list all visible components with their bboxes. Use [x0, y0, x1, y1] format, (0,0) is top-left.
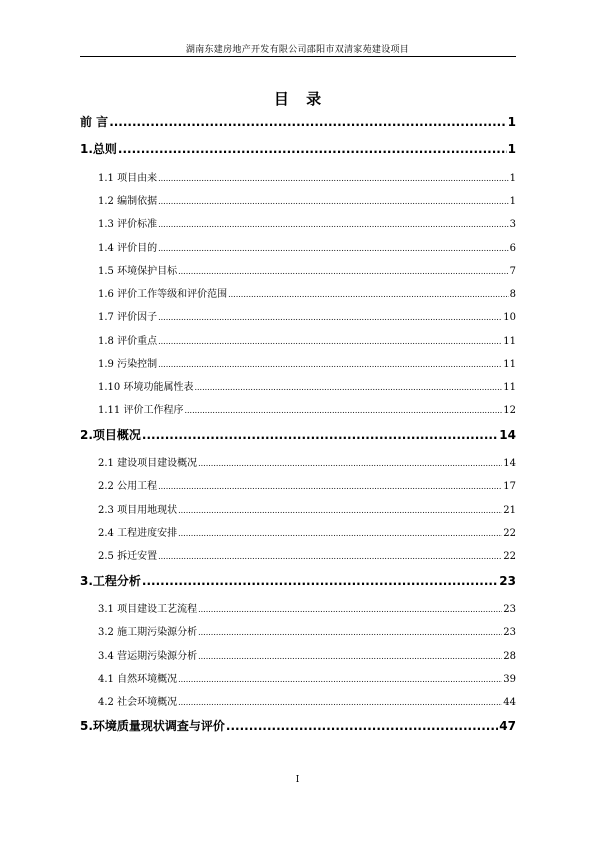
toc-entry[interactable]	[80, 477, 516, 492]
toc-entry-page: 12	[503, 405, 516, 416]
toc-entry-page: 6	[509, 243, 516, 254]
toc-entry-label: 1.总则	[80, 142, 117, 156]
toc-entry[interactable]	[80, 285, 516, 300]
toc-entry-page: 8	[509, 289, 516, 300]
toc-entry-page: 1	[507, 115, 516, 129]
toc-entry-label: 2.1 建设项目建设概况	[98, 458, 198, 469]
toc-leader-dots	[198, 605, 502, 614]
toc-entry-page: 11	[503, 336, 516, 347]
toc-entry-page: 10	[503, 312, 516, 323]
toc-entry-page: 14	[499, 428, 516, 442]
toc-entry-page: 22	[503, 551, 516, 562]
toc-entry[interactable]	[80, 355, 516, 370]
toc-entry-label: 1.2 编制依据	[98, 196, 158, 207]
toc-leader-dots	[158, 360, 502, 369]
toc-entry[interactable]	[80, 332, 516, 347]
toc-entry-page: 22	[503, 528, 516, 539]
toc-entry-label: 1.4 评价目的	[98, 243, 158, 254]
toc-entry-page: 11	[503, 359, 516, 370]
toc-entry-page: 1	[509, 173, 516, 184]
toc-entry-label: 4.1 自然环境概况	[98, 674, 178, 685]
toc-entry-label: 2.5 拆迁安置	[98, 551, 158, 562]
toc-entry[interactable]	[80, 239, 516, 254]
toc-leader-dots	[194, 383, 502, 392]
toc-entry-label: 2.项目概况	[80, 428, 141, 442]
toc-entry-page: 17	[503, 481, 516, 492]
toc-entry-page: 21	[503, 505, 516, 516]
toc-entry-page: 1	[507, 142, 516, 156]
toc-leader-dots	[178, 698, 502, 707]
toc-entry[interactable]	[80, 192, 516, 207]
toc-leader-dots	[184, 406, 502, 415]
toc-entry-page: 1	[509, 196, 516, 207]
toc-entry-page: 14	[503, 458, 516, 469]
toc-leader-dots	[158, 313, 502, 322]
toc-leader-dots	[158, 482, 502, 491]
toc-leader-dots	[158, 174, 509, 183]
toc-entry[interactable]	[80, 670, 516, 685]
toc-entry-label: 1.1 项目由来	[98, 173, 158, 184]
toc-entry-label: 1.9 污染控制	[98, 359, 158, 370]
toc-leader-dots	[178, 506, 502, 515]
toc-entry-label: 1.7 评价因子	[98, 312, 158, 323]
toc-entry[interactable]	[80, 215, 516, 230]
toc-entry-page: 3	[509, 219, 516, 230]
header-rule	[80, 56, 516, 57]
toc-entry[interactable]	[80, 693, 516, 708]
toc-entry[interactable]	[80, 524, 516, 539]
toc-leader-dots	[198, 459, 502, 468]
toc-entry[interactable]	[80, 547, 516, 562]
page-number: I	[295, 775, 300, 785]
toc-entry[interactable]	[80, 647, 516, 662]
toc-leader-dots	[142, 428, 498, 442]
toc-entry[interactable]	[80, 717, 516, 734]
toc-leader-dots	[226, 719, 498, 733]
toc-entry-label: 3.工程分析	[80, 574, 141, 588]
toc-entry-label: 5.环境质量现状调查与评价	[80, 719, 225, 733]
toc-entry[interactable]	[80, 308, 516, 323]
toc-entry-label: 2.4 工程进度安排	[98, 528, 178, 539]
toc-leader-dots	[178, 529, 502, 538]
toc-entry-label: 2.2 公用工程	[98, 481, 158, 492]
toc-leader-dots	[158, 552, 502, 561]
toc-entry[interactable]	[80, 454, 516, 469]
toc-entry[interactable]	[80, 378, 516, 393]
toc-entry-label: 1.5 环境保护目标	[98, 266, 178, 277]
toc-entry-page: 23	[499, 574, 516, 588]
toc-entry[interactable]	[80, 401, 516, 416]
toc-entry-page: 39	[503, 674, 516, 685]
toc-entry[interactable]	[80, 426, 516, 443]
toc-leader-dots	[178, 267, 509, 276]
toc-title: 目 录	[273, 90, 322, 108]
toc-entry-label: 1.3 评价标准	[98, 219, 158, 230]
toc-entry[interactable]	[80, 501, 516, 516]
toc-entry-label: 1.10 环境功能属性表	[98, 382, 194, 393]
toc-entry[interactable]	[80, 600, 516, 615]
toc-leader-dots	[158, 220, 509, 229]
toc-entry-label: 1.11 评价工作程序	[98, 405, 184, 416]
toc-entry-label: 1.8 评价重点	[98, 336, 158, 347]
toc-leader-dots	[158, 197, 509, 206]
toc-leader-dots	[198, 628, 502, 637]
toc-leader-dots	[178, 675, 502, 684]
toc-leader-dots	[198, 652, 502, 661]
toc-entry-label: 2.3 项目用地现状	[98, 505, 178, 516]
toc-entry-label: 前 言	[80, 115, 109, 129]
toc-entry-label: 3.4 营运期污染源分析	[98, 651, 198, 662]
toc-leader-dots	[142, 574, 498, 588]
toc-entry-label: 4.2 社会环境概况	[98, 697, 178, 708]
toc-leader-dots	[158, 244, 509, 253]
toc-entry-page: 47	[499, 719, 516, 733]
toc-entry[interactable]	[80, 623, 516, 638]
toc-entry[interactable]	[80, 262, 516, 277]
toc-entry-page: 7	[509, 266, 516, 277]
toc-entry[interactable]	[80, 169, 516, 184]
toc-entry-label: 3.1 项目建设工艺流程	[98, 604, 198, 615]
toc-leader-dots	[228, 290, 509, 299]
toc-leader-dots	[158, 337, 502, 346]
toc-entry[interactable]	[80, 140, 516, 157]
toc-entry-page: 11	[503, 382, 516, 393]
toc-entry[interactable]	[80, 572, 516, 589]
toc-entry-page: 23	[503, 627, 516, 638]
toc-leader-dots	[109, 115, 506, 129]
toc-entry-label: 1.6 评价工作等级和评价范围	[98, 289, 228, 300]
toc-entry-page: 23	[503, 604, 516, 615]
toc-leader-dots	[118, 142, 507, 156]
toc-entry[interactable]	[80, 113, 516, 130]
toc-entry-page: 28	[503, 651, 516, 662]
toc-entry-label: 3.2 施工期污染源分析	[98, 627, 198, 638]
toc-entry-page: 44	[503, 697, 516, 708]
running-header: 湖南东建房地产开发有限公司邵阳市双清家苑建设项目	[185, 45, 410, 55]
